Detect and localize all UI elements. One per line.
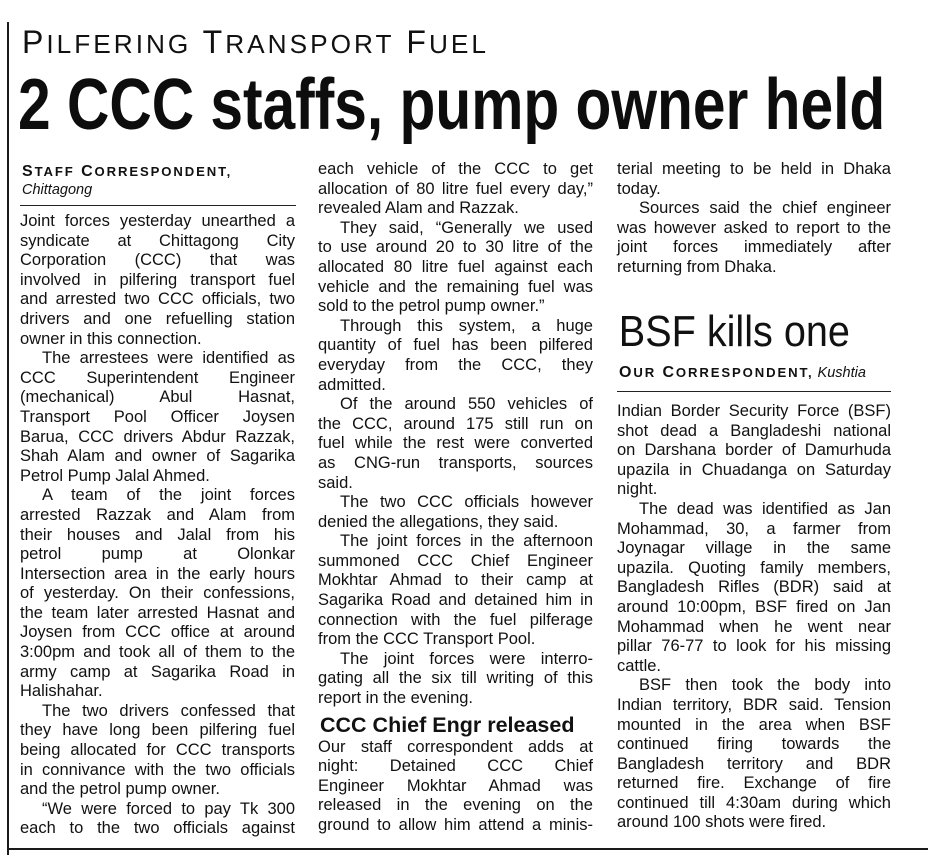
- text-line: Mohammad when he went near: [617, 617, 891, 636]
- text-line: Joint forces yesterday unearthed a: [20, 212, 295, 230]
- small-caps-rest: ORRESPONDENT,: [94, 164, 233, 179]
- text-line: revealed Alam and Razzak.: [318, 199, 519, 218]
- small-caps-rest: ILFERING: [46, 29, 192, 59]
- text-line: Engineer Mokhtar Ahmad was: [318, 776, 593, 795]
- text-line: connection with the fuel pilferage: [318, 610, 593, 629]
- paragraph: [318, 317, 593, 395]
- text-line: around 100 shots were fired.: [617, 813, 827, 832]
- small-caps-initial: O: [619, 364, 634, 381]
- paragraph: [617, 500, 891, 676]
- paragraph: [20, 486, 295, 702]
- text-line: Mokhtar Ahmad to their camp at: [318, 571, 593, 590]
- text-line: allocated 80 litre fuel against each: [318, 257, 593, 276]
- small-caps-initial: F: [406, 24, 429, 60]
- text-line: Joynagar village in the same: [617, 539, 891, 558]
- second-story-body: [617, 402, 891, 833]
- dateline: Chittagong: [22, 182, 93, 198]
- byline: [22, 162, 232, 181]
- text-line: from the CCC Transport Pool.: [318, 630, 536, 649]
- text-line: joint forces immediately after: [617, 238, 891, 257]
- text-line: Transport Pool Officer Joysen: [20, 407, 295, 426]
- text-line: petrol pump at Olonkar: [20, 545, 295, 564]
- small-caps-initial: C: [81, 163, 95, 180]
- text-line: night.: [617, 480, 658, 499]
- text-line: Of the around 550 vehicles of: [340, 395, 593, 414]
- text-line: Sources said the chief engineer: [639, 199, 891, 218]
- subhead: CCC Chief Engr released: [320, 712, 575, 737]
- paragraph: [20, 349, 295, 486]
- text-line: Intersection area in the early hours: [20, 564, 295, 583]
- paragraph: [318, 738, 593, 836]
- text-line: fuel while the rest were converted: [318, 434, 593, 453]
- paragraph: [617, 160, 891, 199]
- small-caps-rest: UR: [633, 365, 657, 380]
- text-line: shot dead a Bangladeshi national: [617, 421, 891, 440]
- paragraph: [318, 219, 593, 317]
- paragraph: [617, 676, 891, 833]
- bottom-border-rule: [7, 848, 928, 850]
- text-line: pillar 76-77 to look for his missing: [617, 637, 891, 656]
- paragraph: [20, 212, 295, 349]
- text-line: and the petrol pump owner.: [20, 780, 220, 799]
- text-line: Through this system, a huge: [340, 316, 593, 335]
- text-line: and arrested two CCC officials, two: [20, 290, 295, 309]
- paragraph: [20, 702, 295, 800]
- text-line: Corporation (CCC) that was: [20, 251, 295, 270]
- text-line: Indian Border Security Force (BSF): [617, 402, 891, 420]
- text-line: their houses and Jalal from his: [20, 525, 295, 544]
- main-story-column-2: [318, 160, 593, 836]
- headline: 2 CCC staffs, pump owner held: [18, 69, 886, 145]
- paragraph: [20, 800, 295, 839]
- text-line: CCC Superintendent Engineer: [20, 368, 295, 387]
- text-line: on Darshana border of Damurhuda: [617, 441, 891, 460]
- text-line: Indian territory, BDR said. Tension: [617, 695, 891, 714]
- byline-rule: [20, 205, 296, 206]
- text-line: around 10:00pm, BSF fired on Jan: [617, 597, 891, 616]
- kicker: [22, 26, 489, 60]
- text-line: returned fire. Exchange of fire: [617, 774, 891, 793]
- paragraph: [318, 650, 593, 709]
- text-line: “We were forced to pay Tk 300: [42, 799, 295, 818]
- text-line: returning from Dhaka.: [617, 257, 777, 276]
- text-line: The joint forces in the afternoon: [340, 532, 593, 551]
- headline-container: [18, 69, 918, 149]
- small-caps-initial: S: [22, 163, 35, 180]
- small-caps-initial: C: [662, 364, 676, 381]
- text-line: arrested Razzak and Alam from: [20, 505, 295, 524]
- small-caps-rest: TAFF: [34, 164, 75, 179]
- text-line: A team of the joint forces: [42, 486, 295, 505]
- text-line: the team later arrested Hasnat and: [20, 603, 295, 622]
- text-line: Sagarika Road and detained him in: [318, 591, 593, 610]
- small-caps-rest: UEL: [428, 29, 489, 59]
- text-line: the CCC, around 175 still run on: [318, 414, 593, 433]
- main-story-column-1: [20, 212, 295, 839]
- text-line: Shah Alam and owner of Sagarika: [20, 447, 295, 466]
- text-line: continued firing towards the: [617, 735, 891, 754]
- small-caps-rest: ORRESPONDENT,: [675, 365, 814, 380]
- text-line: night: Detained CCC Chief: [318, 757, 593, 776]
- dateline: Kushtia: [817, 365, 866, 381]
- text-line: terial meeting to be held in Dhaka: [617, 160, 891, 178]
- paragraph: [617, 199, 891, 277]
- text-line: cattle.: [617, 656, 662, 675]
- text-line: upazila in Chuadanga on Saturday: [617, 460, 891, 479]
- text-line: Bangladesh territory and BDR: [617, 754, 891, 773]
- text-line: said.: [318, 473, 353, 492]
- text-line: owner in this connection.: [20, 329, 202, 348]
- text-line: Halishahar.: [20, 682, 103, 701]
- byline-rule: [617, 391, 891, 392]
- text-line: each to the two officials against: [20, 819, 295, 838]
- text-line: BSF then took the body into: [639, 676, 891, 695]
- paragraph: [617, 402, 891, 500]
- text-line: everyday from the CCC, they: [318, 355, 593, 374]
- text-line: involved in pilfering transport fuel: [20, 270, 295, 289]
- paragraph: [318, 160, 593, 219]
- text-line: Barua, CCC drivers Abdur Razzak,: [20, 427, 295, 446]
- text-line: The arrestees were identified as: [42, 349, 295, 368]
- small-caps-initial: T: [202, 24, 226, 60]
- text-line: The joint forces were interro-: [340, 649, 593, 668]
- text-line: mounted in the area when BSF: [617, 715, 891, 734]
- text-line: The two CCC officials however: [340, 493, 593, 512]
- text-line: Joysen from CCC office at around: [20, 623, 295, 642]
- byline: [619, 364, 814, 381]
- main-story-column-3: [617, 160, 891, 278]
- text-line: denied the allegations, they said.: [318, 512, 559, 531]
- text-line: 3:00pm and took all of them to the: [20, 643, 295, 662]
- text-line: syndicate at Chittagong City: [20, 231, 295, 250]
- text-line: Petrol Pump Jalal Ahmed.: [20, 466, 210, 485]
- second-story-byline: [619, 363, 866, 383]
- text-line: drivers and one refuelling station: [20, 309, 295, 328]
- text-line: to use around 20 to 30 litre of the: [318, 238, 593, 257]
- text-line: Bangladesh Rifles (BDR) said at: [617, 578, 891, 597]
- text-line: as CNG-run transports, sources: [318, 453, 593, 472]
- text-line: being allocated for CCC transports: [20, 741, 295, 760]
- second-story-headline: BSF kills one: [618, 309, 850, 356]
- text-line: allocation of 80 litre fuel every day,”: [318, 179, 593, 198]
- small-caps-initial: P: [22, 24, 47, 60]
- text-line: today.: [617, 179, 661, 198]
- text-line: summoned CCC Chief Engineer: [318, 551, 593, 570]
- text-line: each vehicle of the CCC to get: [318, 160, 593, 178]
- text-line: in connivance with the two officials: [20, 760, 295, 779]
- text-line: Our staff correspondent adds at: [318, 737, 593, 756]
- text-line: They said, “Generally we used: [340, 218, 593, 237]
- small-caps-rest: RANSPORT: [225, 29, 395, 59]
- text-line: sold to the petrol pump owner.”: [318, 297, 545, 316]
- text-line: upazila. Quoting family members,: [617, 558, 891, 577]
- paragraph: [318, 532, 593, 650]
- text-line: (mechanical) Abul Hasnat,: [20, 388, 295, 407]
- text-line: vehicle and the remaining fuel was: [318, 277, 593, 296]
- text-line: quantity of fuel has been pilfered: [318, 336, 593, 355]
- text-line: admitted.: [318, 375, 386, 394]
- paragraph: [318, 493, 593, 532]
- second-story-headline-container: [617, 309, 892, 359]
- paragraph: [318, 395, 593, 493]
- text-line: report in the evening.: [318, 689, 474, 708]
- text-line: they have long been pilfering fuel: [20, 721, 295, 740]
- text-line: Mohammad, 30, a farmer from: [617, 519, 891, 538]
- text-line: gating all the six till writing of this: [318, 669, 593, 688]
- text-line: The two drivers confessed that: [42, 701, 295, 720]
- text-line: released in the evening on the: [318, 796, 593, 815]
- text-line: was however asked to report to the: [617, 218, 891, 237]
- text-line: ground to allow him attend a minis-: [318, 816, 593, 834]
- text-line: of yesterday. On their confessions,: [20, 584, 295, 603]
- left-border-rule: [7, 22, 9, 855]
- text-line: continued till 4:30am during which: [617, 793, 891, 812]
- text-line: The dead was identified as Jan: [639, 499, 891, 518]
- text-line: army camp at Sagarika Road in: [20, 662, 295, 681]
